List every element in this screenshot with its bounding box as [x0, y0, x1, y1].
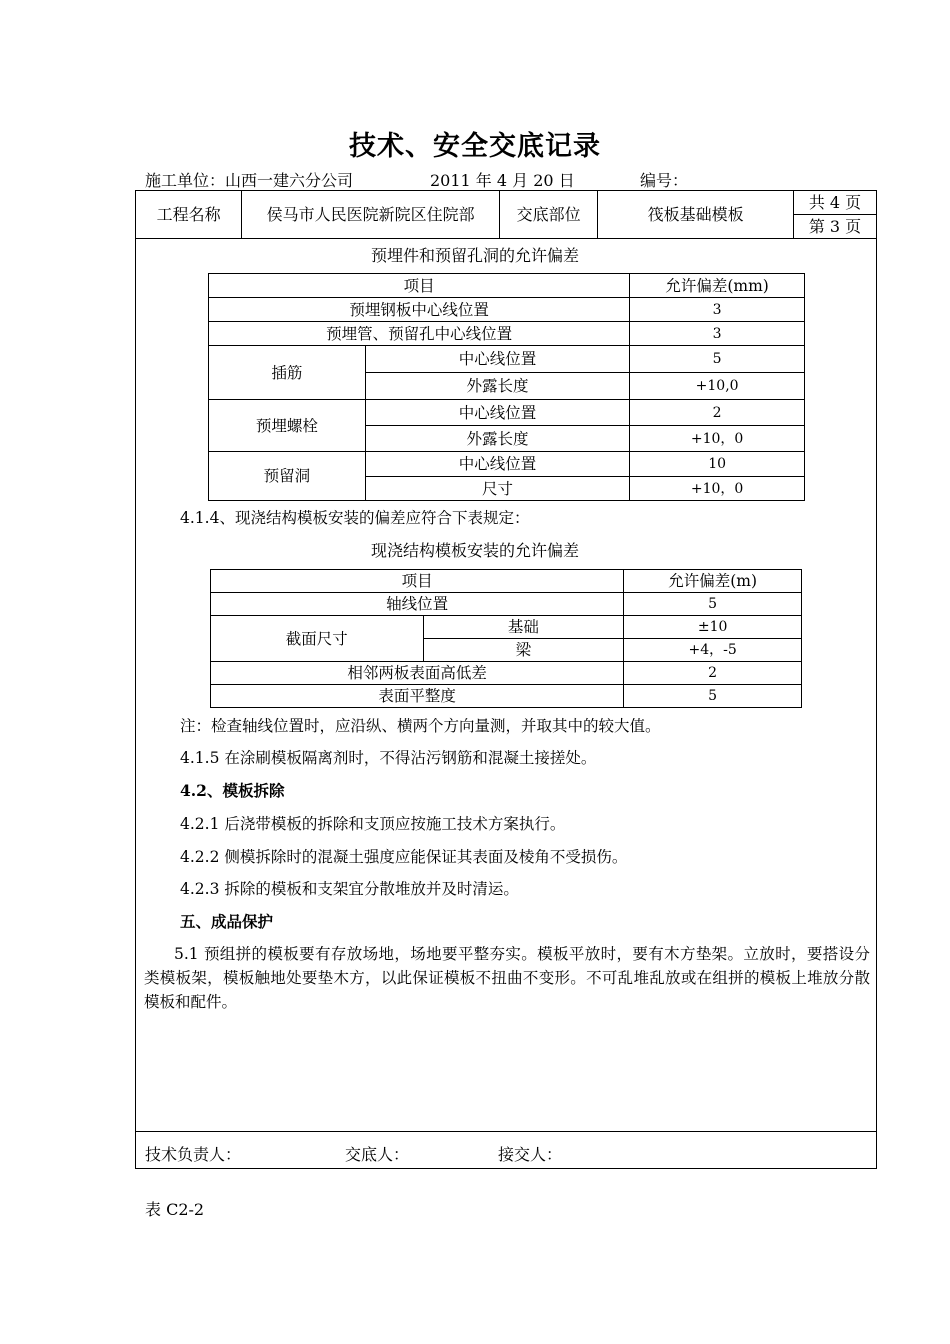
paragraph-4-2-3: 4.2.3 拆除的模板和支架宜分散堆放并及时清运。 — [180, 880, 519, 898]
embedded-parts-table — [208, 273, 805, 501]
t2-header-item: 项目 — [211, 570, 624, 593]
section-heading-4-2: 4.2、模板拆除 — [180, 781, 285, 800]
table-row — [209, 298, 805, 322]
t2-row-item: 表面平整度 — [211, 685, 624, 708]
signature-divider — [135, 1131, 876, 1132]
t1-sub-tolerance: +10，0 — [630, 426, 805, 452]
note: 注：检查轴线位置时，应沿纵、横两个方向量测，并取其中的较大值。 — [180, 717, 661, 735]
receiver-signature: 接交人： — [498, 1145, 563, 1164]
t2-row-tolerance: 5 — [624, 685, 802, 708]
t2-row-tolerance: 2 — [624, 662, 802, 685]
t1-header-item: 项目 — [209, 274, 630, 298]
t1-sub-item: 外露长度 — [365, 426, 630, 452]
t2-sub-item: 基础 — [423, 616, 624, 639]
table-row — [211, 662, 802, 685]
form-code: 表 C2-2 — [145, 1200, 205, 1219]
table-row — [209, 322, 805, 346]
t1-sub-tolerance: 10 — [630, 452, 805, 477]
disclosure-part-label: 交底部位 — [499, 191, 598, 239]
total-pages: 共 4 页 — [793, 191, 876, 215]
section-heading-5: 五、成品保护 — [180, 912, 274, 931]
t1-sub-tolerance: 5 — [630, 346, 805, 373]
project-name-label: 工程名称 — [136, 191, 242, 239]
tech-lead-signature: 技术负责人： — [145, 1145, 242, 1164]
table-row — [209, 400, 805, 426]
t1-sub-item: 中心线位置 — [365, 346, 630, 373]
record-date: 2011 年 4 月 20 日 — [430, 171, 575, 190]
paragraph-4-2-1: 4.2.1 后浇带模板的拆除和支顶应按施工技术方案执行。 — [180, 815, 566, 833]
t2-group-name: 截面尺寸 — [211, 616, 424, 662]
discloser-signature: 交底人： — [345, 1145, 410, 1164]
table-row — [209, 346, 805, 373]
header-table — [135, 190, 877, 239]
table1-caption: 预埋件和预留孔洞的允许偏差 — [370, 246, 579, 265]
t2-sub-tolerance: ±10 — [624, 616, 802, 639]
t1-sub-tolerance: 2 — [630, 400, 805, 426]
t2-row-item: 相邻两板表面高低差 — [211, 662, 624, 685]
page-number: 第 3 页 — [793, 215, 876, 239]
table-row — [209, 452, 805, 477]
t1-sub-tolerance: +10，0 — [630, 477, 805, 501]
t2-header-tolerance: 允许偏差(m) — [624, 570, 802, 593]
disclosure-part-value: 筏板基础模板 — [598, 191, 794, 239]
formwork-deviation-table — [210, 569, 802, 708]
t1-row-item: 预埋钢板中心线位置 — [209, 298, 630, 322]
table2-caption: 现浇结构模板安装的允许偏差 — [370, 541, 579, 560]
paragraph-5-1: 5.1 预组拼的模板要有存放场地，场地要平整夯实。模板平放时，要有木方垫架。立放时，要搭设分类模板架，模板触地处要垫木方，以此保证模板不扭曲不变形。不可乱堆乱放或在组拼的模板上堆放分散模板和配件。 — [144, 945, 870, 1011]
t1-row-tolerance: 3 — [630, 322, 805, 346]
t2-row-tolerance: 5 — [624, 593, 802, 616]
t1-row-tolerance: 3 — [630, 298, 805, 322]
record-number: 编号： — [640, 171, 689, 190]
t2-row-item: 轴线位置 — [211, 593, 624, 616]
t1-sub-item: 尺寸 — [365, 477, 630, 501]
t2-sub-item: 梁 — [423, 639, 624, 662]
table-row — [211, 616, 802, 639]
t1-group-name: 预留洞 — [209, 452, 366, 501]
construction-unit: 施工单位：山西一建六分公司 — [145, 171, 354, 190]
table-row — [211, 593, 802, 616]
t1-header-tolerance: 允许偏差(mm) — [630, 274, 805, 298]
page-title: 技术、安全交底记录 — [349, 131, 601, 162]
t1-group-name: 插筋 — [209, 346, 366, 400]
t1-group-name: 预埋螺栓 — [209, 400, 366, 452]
project-name-value: 侯马市人民医院新院区住院部 — [242, 191, 500, 239]
t2-sub-tolerance: +4，-5 — [624, 639, 802, 662]
paragraph-4-1-4: 4.1.4、现浇结构模板安装的偏差应符合下表规定： — [180, 509, 530, 527]
paragraph-4-1-5: 4.1.5 在涂刷模板隔离剂时，不得沾污钢筋和混凝土接搓处。 — [180, 749, 597, 767]
t1-sub-tolerance: +10,0 — [630, 373, 805, 400]
t1-sub-item: 中心线位置 — [365, 452, 630, 477]
table-row — [211, 685, 802, 708]
t1-row-item: 预埋管、预留孔中心线位置 — [209, 322, 630, 346]
t1-sub-item: 中心线位置 — [365, 400, 630, 426]
paragraph-4-2-2: 4.2.2 侧模拆除时的混凝土强度应能保证其表面及棱角不受损伤。 — [180, 848, 628, 866]
t1-sub-item: 外露长度 — [365, 373, 630, 400]
